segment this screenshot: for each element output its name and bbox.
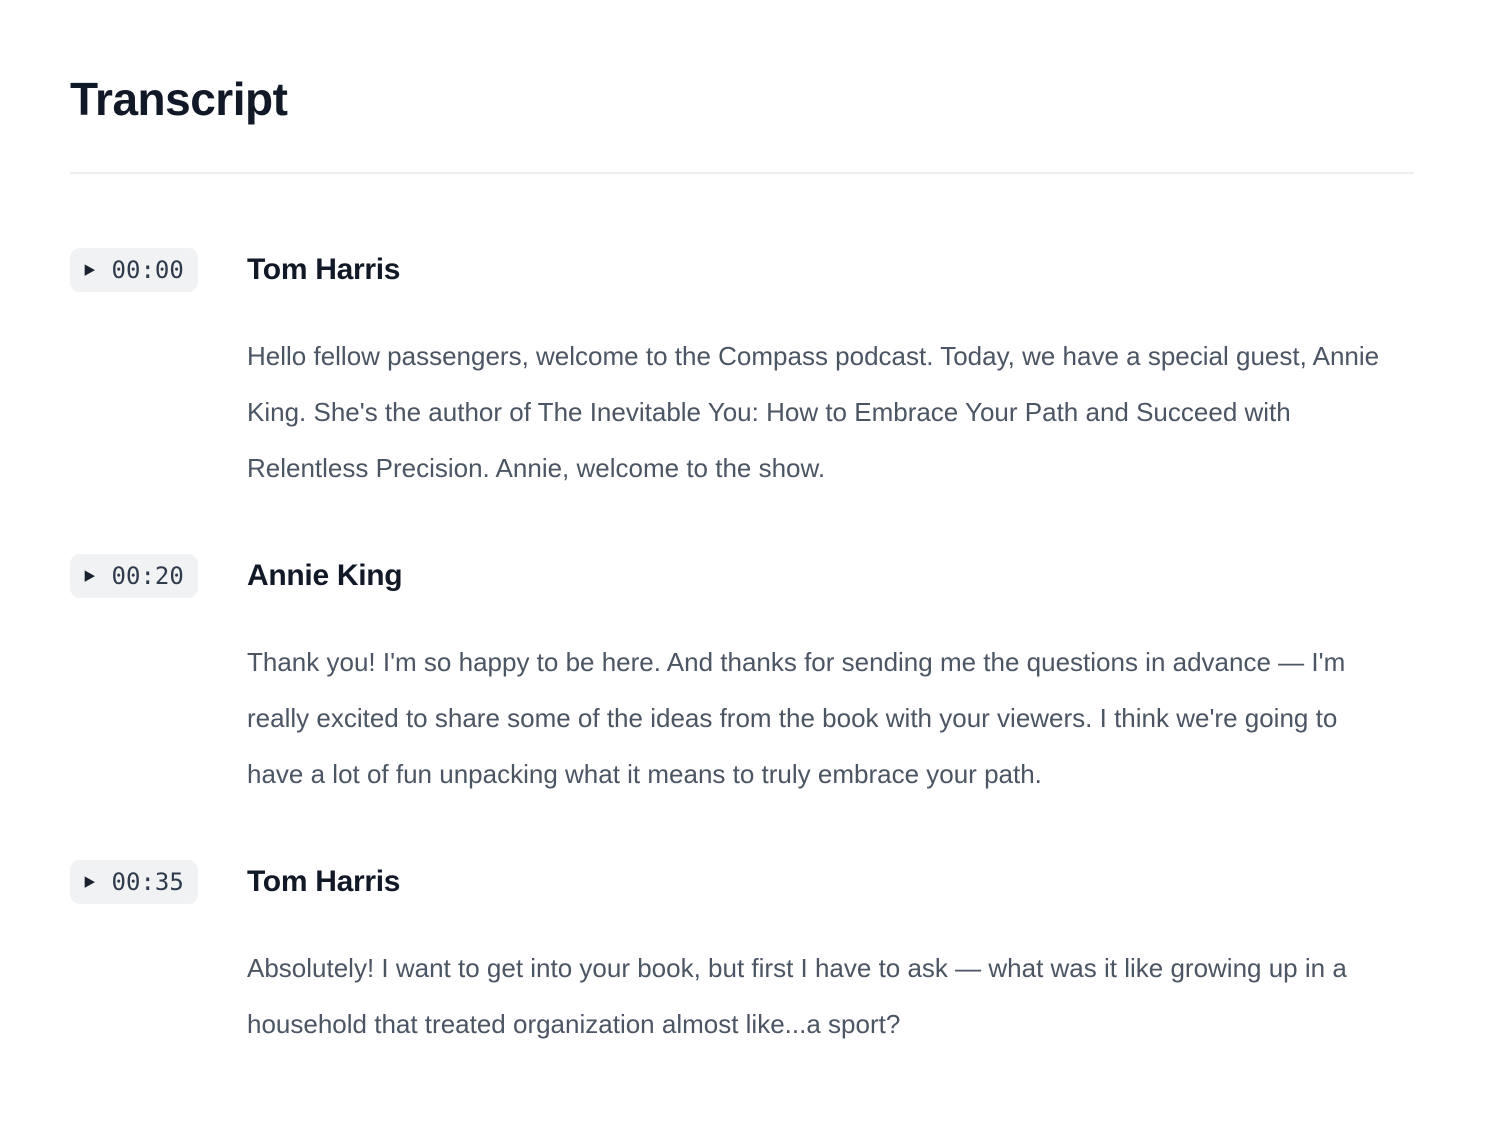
timestamp-label: 00:35 bbox=[111, 867, 184, 896]
divider bbox=[70, 172, 1414, 174]
play-timestamp-button[interactable] bbox=[70, 554, 198, 598]
utterance-text: Absolutely! I want to get into your book, but first I have to ask — what was it like growing up in a household that treated organization almost like...a sport? bbox=[247, 952, 1347, 1039]
utterance-text: Hello fellow passengers, welcome to the Compass podcast. Today, we have a special guest, Annie King. She's the author of The Inevitable You: How to Embrace Your Path and Succeed with Relentless Precision. Annie, welcome to the show. bbox=[247, 340, 1380, 483]
page-title: Transcript bbox=[70, 73, 288, 125]
speaker-name: Tom Harris bbox=[247, 252, 401, 286]
play-icon: ▶ bbox=[84, 260, 95, 279]
transcript-entries bbox=[70, 248, 1414, 1052]
speaker-name: Annie King bbox=[247, 558, 403, 592]
timestamp-label: 00:00 bbox=[111, 255, 184, 284]
play-icon: ▶ bbox=[84, 566, 95, 585]
play-timestamp-button[interactable] bbox=[70, 860, 198, 904]
transcript-entry bbox=[70, 554, 1414, 802]
speaker-name: Tom Harris bbox=[247, 864, 401, 898]
entry-body bbox=[247, 554, 1414, 802]
timestamp-label: 00:20 bbox=[111, 561, 184, 590]
play-icon: ▶ bbox=[84, 872, 95, 891]
transcript-entry bbox=[70, 248, 1414, 496]
entry-body bbox=[247, 860, 1414, 1052]
play-timestamp-button[interactable] bbox=[70, 248, 198, 292]
utterance-text: Thank you! I'm so happy to be here. And thanks for sending me the questions in advance — I'm really excited to share some of the ideas from the book with your viewers. I think we're going to have a lot of fun unpacking what it means to truly embrace your path. bbox=[247, 646, 1346, 789]
transcript-entry bbox=[70, 860, 1414, 1052]
entry-body bbox=[247, 248, 1414, 496]
